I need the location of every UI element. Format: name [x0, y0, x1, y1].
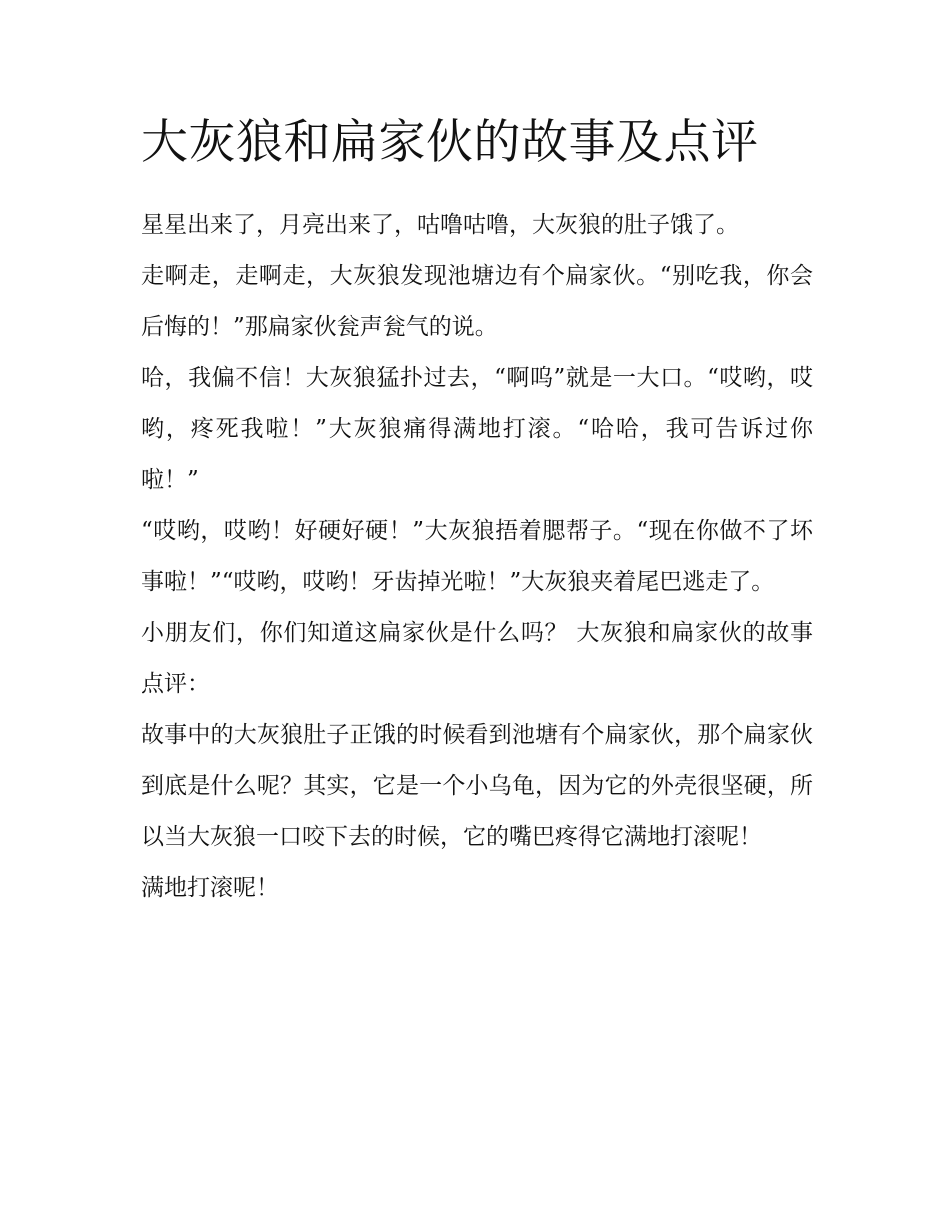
paragraph-4: “哎哟，哎哟！好硬好硬！”大灰狼捂着腮帮子。“现在你做不了坏事啦！”“哎哟，哎哟！牙齿掉光啦！”大灰狼夹着尾巴逃走了。 [141, 518, 813, 595]
paragraph-6: 故事中的大灰狼肚子正饿的时候看到池塘有个扁家伙，那个扁家伙到底是什么呢？其实，它是一个小乌龟，因为它的外壳很坚硬，所以当大灰狼一口咬下去的时候，它的嘴巴疼得它满地打滚呢！ [141, 722, 813, 850]
paragraph-1: 星星出来了，月亮出来了，咕噜咕噜，大灰狼的肚子饿了。 [141, 212, 739, 238]
paragraph-5: 小朋友们，你们知道这扁家伙是什么吗？ 大灰狼和扁家伙的故事点评： [141, 620, 813, 697]
document-title: 大灰狼和扁家伙的故事及点评 [141, 115, 759, 170]
paragraph-3: 哈，我偏不信！大灰狼猛扑过去，“啊呜”就是一大口。“哎哟，哎哟，疼死我啦！”大灰狼痛得满地打滚。“哈哈，我可告诉过你啦！” [141, 365, 813, 493]
paragraph-2: 走啊走，走啊走，大灰狼发现池塘边有个扁家伙。“别吃我，你会后悔的！”那扁家伙瓮声瓮气的说。 [141, 263, 813, 340]
document-page [141, 112, 813, 914]
paragraph-7: 满地打滚呢！ [141, 875, 279, 901]
